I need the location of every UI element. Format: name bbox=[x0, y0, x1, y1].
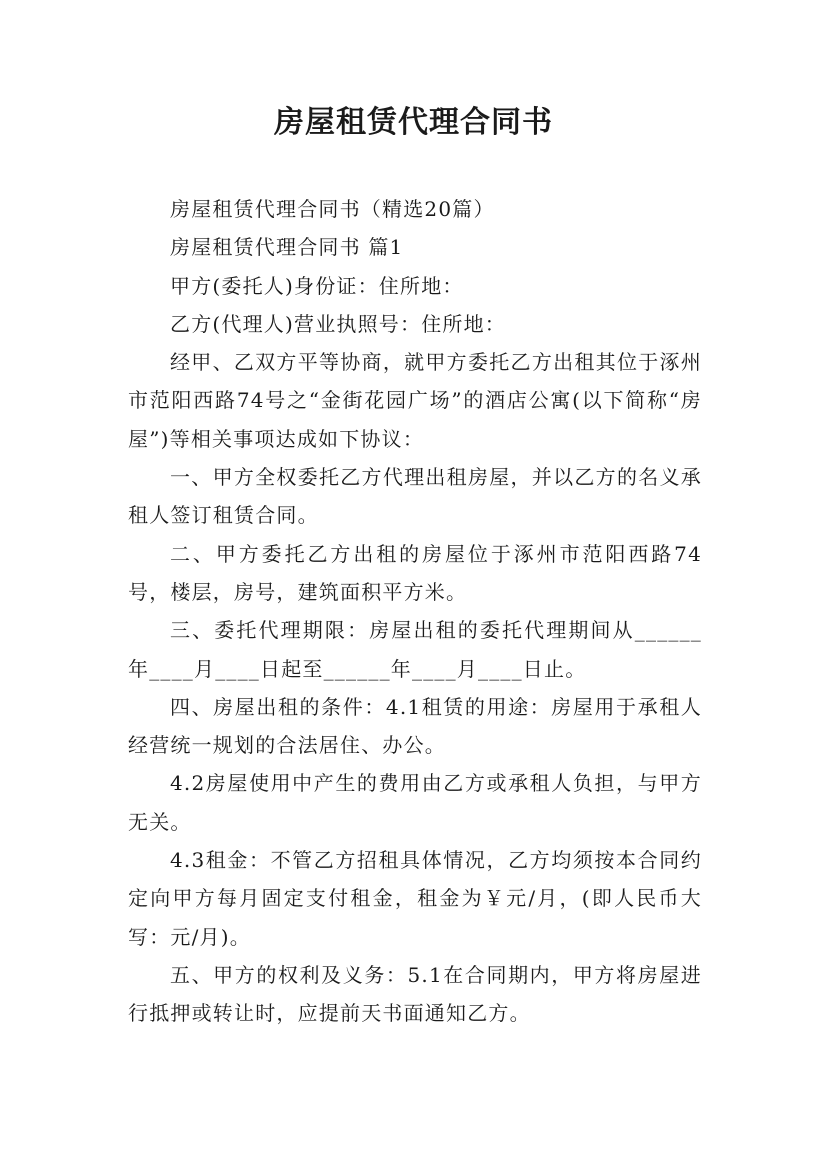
document-title: 房屋租赁代理合同书 bbox=[274, 105, 553, 140]
paragraph-clause-4: 四、房屋出租的条件：4.1租赁的用途：房屋用于承租人经营统一规划的合法居住、办公。 bbox=[128, 694, 702, 758]
paragraph-party-a: 甲方(委托人)身份证：住所地： bbox=[170, 273, 464, 298]
paragraph-article-heading: 房屋租赁代理合同书 篇1 bbox=[170, 235, 404, 260]
paragraph-clause-4-3: 4.3租金：不管乙方招租具体情况，乙方均须按本合同约定向甲方每月固定支付租金，租金为￥元/月，(即人民币大写：元/月)。 bbox=[128, 848, 702, 949]
paragraph-preamble: 经甲、乙双方平等协商，就甲方委托乙方出租其位于涿州市范阳西路74号之“金街花园广场”的酒店公寓(以下简称“房屋”)等相关事项达成如下协议： bbox=[128, 350, 702, 451]
document-body bbox=[128, 190, 702, 1033]
paragraph-selection-note: 房屋租赁代理合同书（精选20篇） bbox=[170, 197, 495, 221]
paragraph-clause-2: 二、甲方委托乙方出租的房屋位于涿州市范阳西路74号，楼层，房号，建筑面积平方米。 bbox=[128, 541, 702, 604]
paragraph-clause-3: 三、委托代理期限：房屋出租的委托代理期间从______年____月____日起至______年____月____日止。 bbox=[128, 618, 702, 681]
paragraph-clause-5: 五、甲方的权利及义务：5.1在合同期内，甲方将房屋进行抵押或转让时，应提前天书面通知乙方。 bbox=[128, 962, 702, 1026]
paragraph-clause-4-2: 4.2房屋使用中产生的费用由乙方或承租人负担，与甲方无关。 bbox=[128, 771, 702, 834]
paragraph-party-b: 乙方(代理人)营业执照号：住所地： bbox=[170, 311, 507, 336]
paragraph-clause-1: 一、甲方全权委托乙方代理出租房屋，并以乙方的名义承租人签订租赁合同。 bbox=[128, 465, 702, 528]
